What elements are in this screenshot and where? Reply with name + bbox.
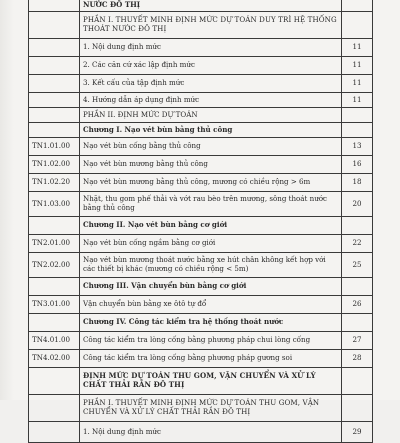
toc-code <box>29 278 80 296</box>
toc-entry: 4. Hướng dẫn áp dụng định mức <box>80 93 342 108</box>
toc-code <box>29 217 80 235</box>
toc-row <box>29 296 373 314</box>
toc-code <box>29 93 80 108</box>
toc-page: 11 <box>342 57 373 75</box>
toc-code <box>29 368 80 395</box>
toc-chapter-title: Chương III. Vận chuyển bùn bằng cơ giới <box>80 278 342 296</box>
toc-page <box>342 368 373 395</box>
toc-code: TN4.02.00 <box>29 350 80 368</box>
toc-code <box>29 39 80 57</box>
toc-code <box>29 57 80 75</box>
toc-page: 22 <box>342 235 373 253</box>
toc-code <box>29 422 80 443</box>
toc-page: 27 <box>342 332 373 350</box>
toc-entry: Nạo vét bùn mương thoát nước bằng xe hút chân không kết hợp với các thiết bị khác (mương có chiều rộng < 5m) <box>80 253 342 278</box>
toc-row <box>29 350 373 368</box>
toc-row <box>29 93 373 108</box>
toc-code: TN1.02.20 <box>29 174 80 192</box>
toc-row <box>29 75 373 93</box>
toc-chapter-title: Chương I. Nạo vét bùn bằng thủ công <box>80 123 342 138</box>
toc-section-title: PHẦN I. THUYẾT MINH ĐỊNH MỨC DỰ TOÁN DUY TRÌ HỆ THỐNG THOÁT NƯỚC ĐÔ THỊ <box>80 12 342 39</box>
toc-entry: 1. Nội dung định mức <box>80 422 342 443</box>
toc-row <box>29 138 373 156</box>
toc-page: 20 <box>342 192 373 217</box>
toc-page <box>342 123 373 138</box>
toc-entry: Nhặt, thu gom phế thải và vớt rau bèo trên mương, sông thoát nước bằng thủ công <box>80 192 342 217</box>
toc-row <box>29 332 373 350</box>
toc-row <box>29 192 373 217</box>
toc-code: TN2.01.00 <box>29 235 80 253</box>
toc-code: TN1.02.00 <box>29 156 80 174</box>
toc-code: TN2.02.00 <box>29 253 80 278</box>
toc-page <box>342 395 373 422</box>
toc-code <box>29 0 80 12</box>
toc-entry: Nạo vét bùn mương bằng thủ công, mương có chiều rộng > 6m <box>80 174 342 192</box>
toc-code <box>29 12 80 39</box>
toc-row <box>29 0 373 12</box>
toc-page <box>342 314 373 332</box>
toc-code <box>29 75 80 93</box>
toc-row <box>29 395 373 422</box>
toc-entry: 1. Nội dung định mức <box>80 39 342 57</box>
toc-entry: 2. Các căn cứ xác lập định mức <box>80 57 342 75</box>
toc-code: TN1.01.00 <box>29 138 80 156</box>
toc-page: 28 <box>342 350 373 368</box>
toc-row <box>29 314 373 332</box>
toc-entry: Công tác kiểm tra lòng cống bằng phương pháp gương soi <box>80 350 342 368</box>
toc-page: 13 <box>342 138 373 156</box>
toc-row <box>29 156 373 174</box>
toc-page: 11 <box>342 93 373 108</box>
toc-entry: 3. Kết cấu của tập định mức <box>80 75 342 93</box>
toc-entry: Nạo vét bùn mương bằng thủ công <box>80 156 342 174</box>
toc-page: 25 <box>342 253 373 278</box>
toc-code <box>29 123 80 138</box>
toc-page <box>342 0 373 12</box>
toc-entry: Công tác kiểm tra lòng cống bằng phương pháp chui lòng cống <box>80 332 342 350</box>
toc-row <box>29 217 373 235</box>
toc-entry: Nạo vét bùn cống ngầm bằng cơ giới <box>80 235 342 253</box>
toc-page <box>342 217 373 235</box>
toc-row <box>29 108 373 123</box>
toc-row <box>29 174 373 192</box>
toc-page: 18 <box>342 174 373 192</box>
toc-row <box>29 253 373 278</box>
toc-entry: Nạo vét bùn cống bằng thủ công <box>80 138 342 156</box>
toc-heading: NƯỚC ĐÔ THỊ <box>80 0 342 12</box>
toc-code: TN4.01.00 <box>29 332 80 350</box>
toc-row <box>29 39 373 57</box>
toc-row <box>29 422 373 443</box>
toc-row <box>29 12 373 39</box>
toc-page: 11 <box>342 75 373 93</box>
toc-code: TN3.01.00 <box>29 296 80 314</box>
toc-page: 16 <box>342 156 373 174</box>
toc-row <box>29 57 373 75</box>
toc-entry: Vận chuyển bùn bằng xe ôtô tự đổ <box>80 296 342 314</box>
toc-row <box>29 368 373 395</box>
toc-page: 26 <box>342 296 373 314</box>
toc-code: TN1.03.00 <box>29 192 80 217</box>
toc-page <box>342 12 373 39</box>
toc-chapter-title: Chương II. Nạo vét bùn bằng cơ giới <box>80 217 342 235</box>
toc-section-title: PHẦN I. THUYẾT MINH ĐỊNH MỨC DỰ TOÁN THU GOM, VẬN CHUYỂN VÀ XỬ LÝ CHẤT THẢI RẮN ĐÔ THỊ <box>80 395 342 422</box>
toc-code <box>29 108 80 123</box>
toc-row <box>29 123 373 138</box>
toc-code <box>29 314 80 332</box>
toc-page <box>342 108 373 123</box>
toc-section-title: PHẦN II. ĐỊNH MỨC DỰ TOÁN <box>80 108 342 123</box>
toc-row <box>29 235 373 253</box>
toc-page: 11 <box>342 39 373 57</box>
toc-part-title: ĐỊNH MỨC DỰ TOÁN THU GOM, VẬN CHUYỂN VÀ XỬ LÝ CHẤT THẢI RẮN ĐÔ THỊ <box>80 368 342 395</box>
toc-page: 29 <box>342 422 373 443</box>
table-of-contents <box>28 0 373 443</box>
toc-row <box>29 278 373 296</box>
toc-code <box>29 395 80 422</box>
toc-chapter-title: Chương IV. Công tác kiểm tra hệ thống thoát nước <box>80 314 342 332</box>
toc-page <box>342 278 373 296</box>
